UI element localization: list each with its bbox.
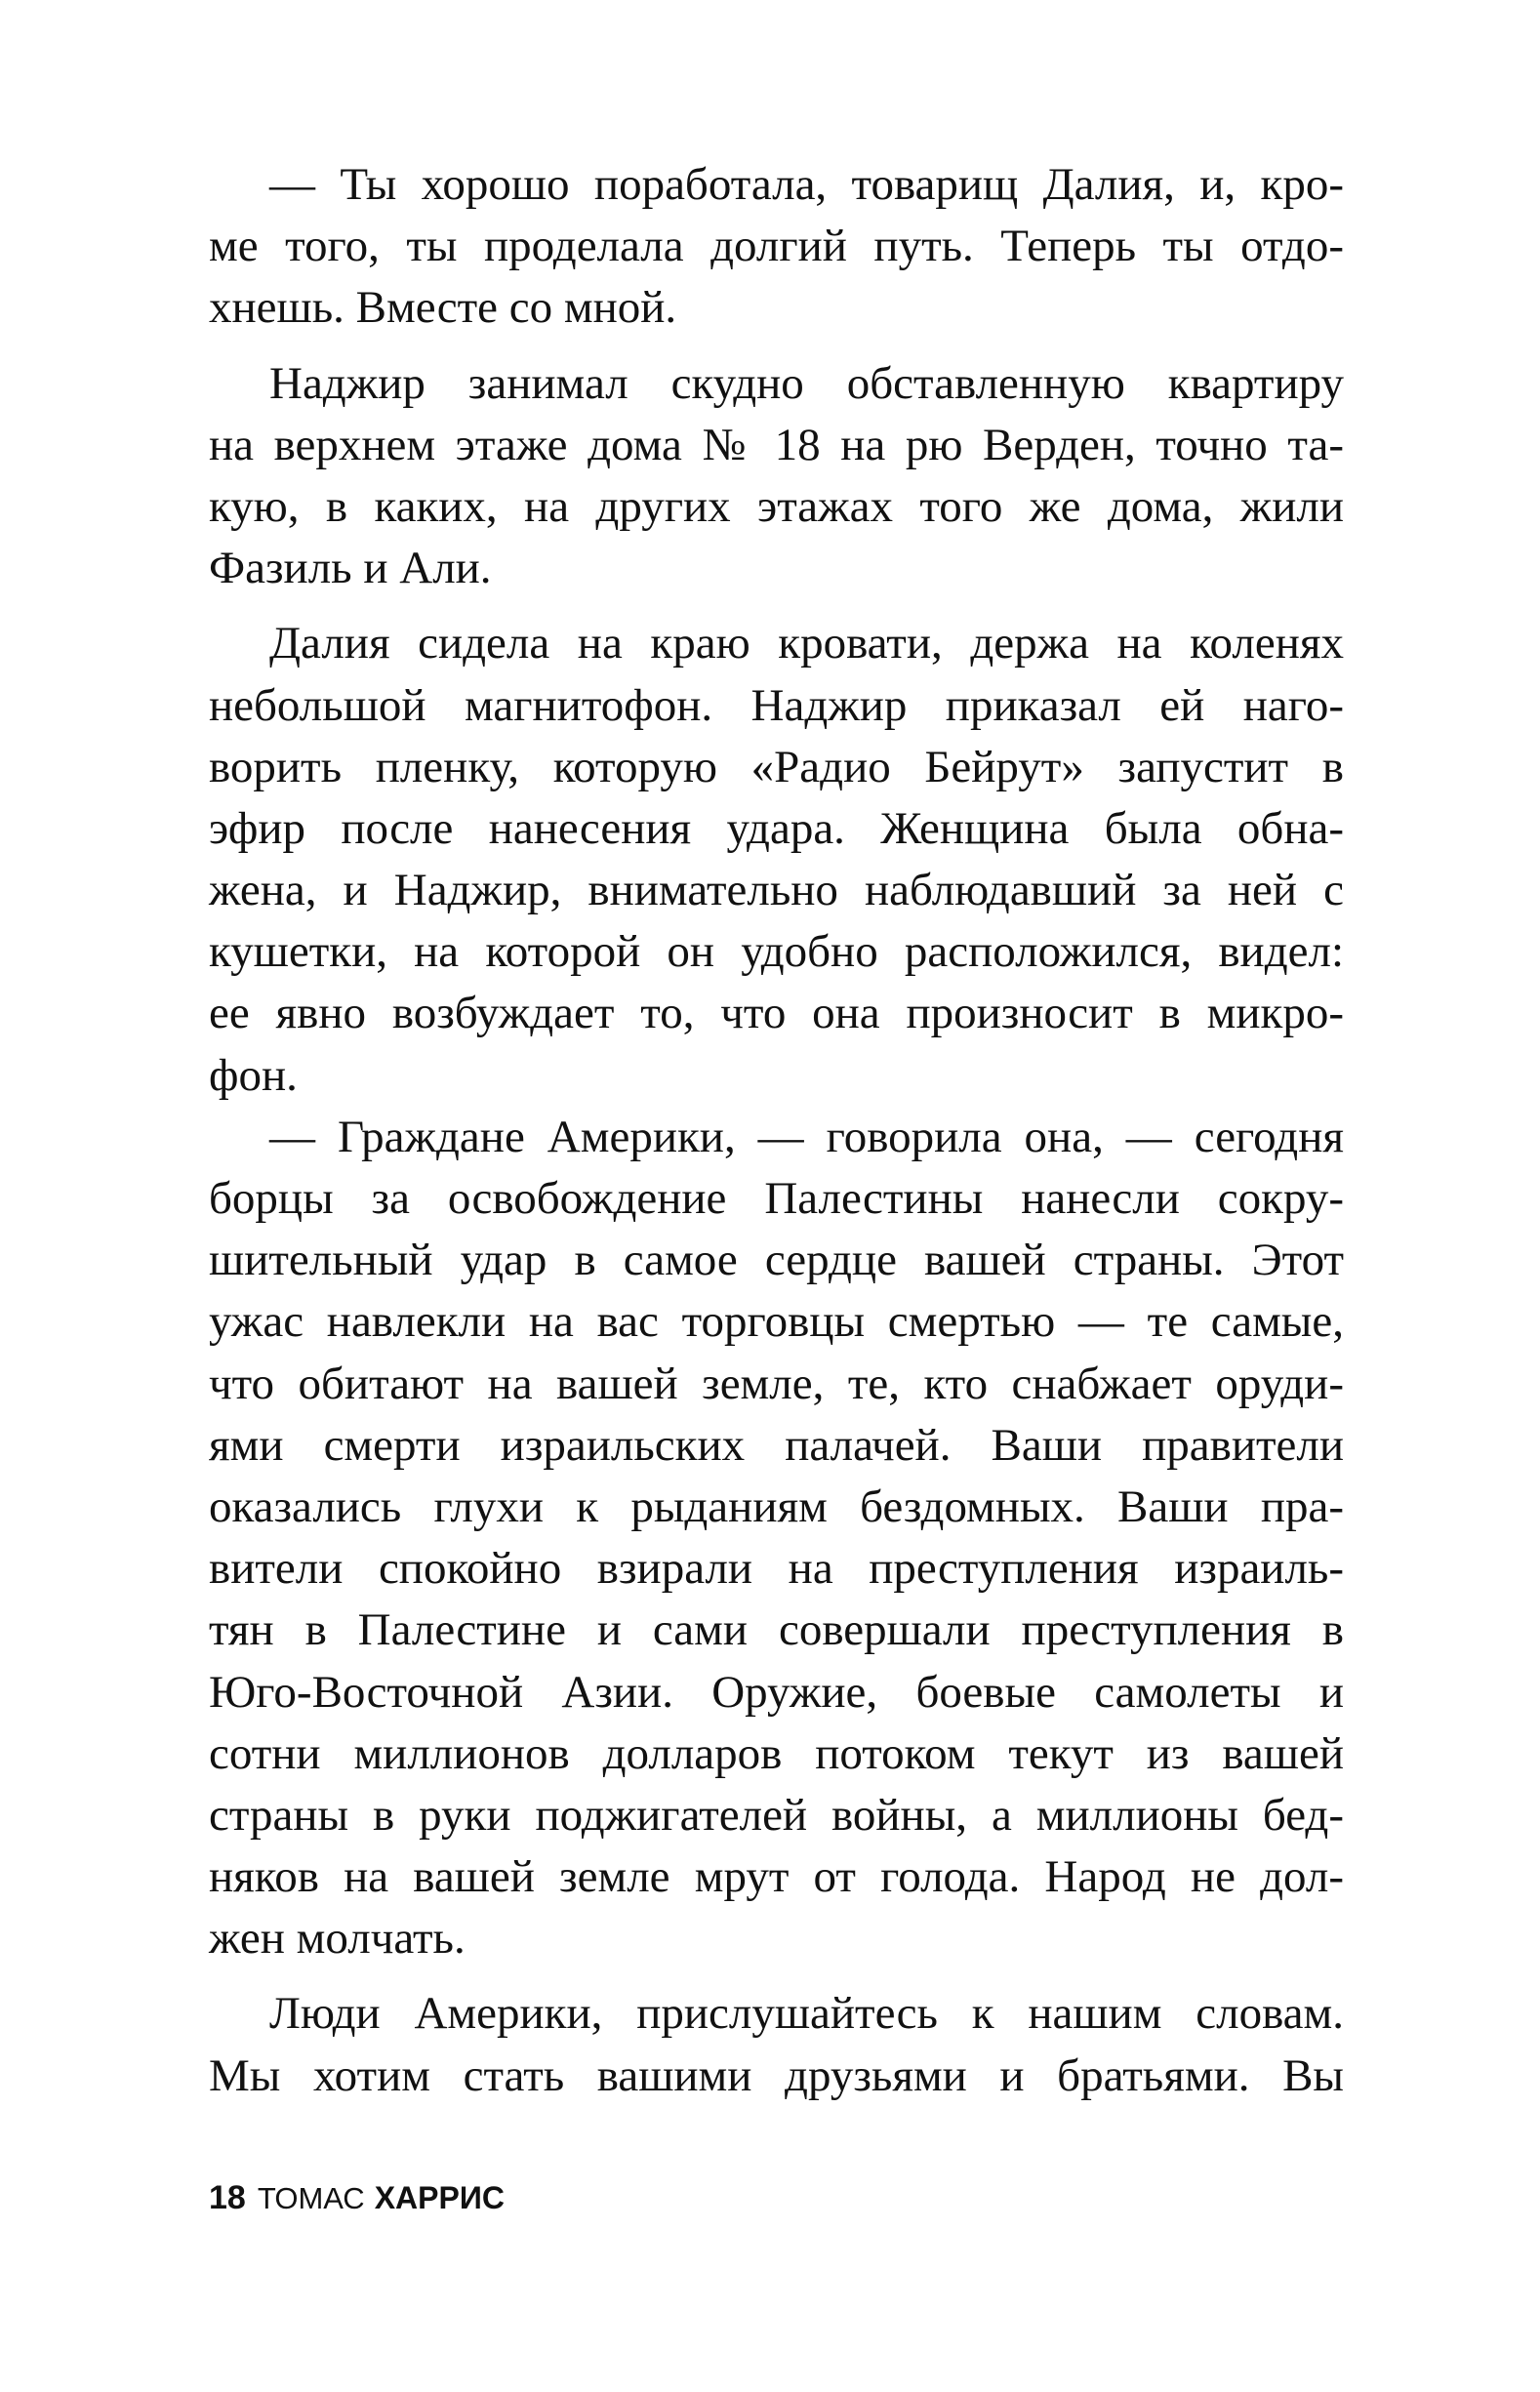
text-line: Мы хотим стать вашими друзьями и братьями. Вы: [209, 2049, 1344, 2101]
paragraph: [209, 1107, 1344, 1970]
body-text: [209, 154, 1344, 2107]
author-first-name: ТОМАС: [257, 2181, 365, 2215]
text-line: ме того, ты проделала долгий путь. Теперь ты отдо-: [209, 221, 1344, 272]
text-line: ужас навлекли на вас торговцы смертью — те самые,: [209, 1296, 1344, 1348]
text-line: небольшой магнитофон. Наджир приказал ей наго-: [209, 679, 1344, 731]
author-last-name: ХАРРИС: [374, 2180, 505, 2215]
text-line: Люди Америки, прислушайтесь к нашим словам.: [269, 1988, 1344, 2040]
paragraph: [209, 1983, 1344, 2106]
text-line: — Ты хорошо поработала, товарищ Далия, и, кро-: [269, 159, 1344, 210]
text-line: няков на вашей земле мрут от голода. Народ не дол-: [209, 1851, 1344, 1903]
text-line: жена, и Наджир, внимательно наблюдавший за ней с: [209, 865, 1344, 916]
text-line: Юго-Восточной Азии. Оружие, боевые самолеты и: [209, 1666, 1344, 1718]
page-footer: [209, 2178, 505, 2224]
text-line: ворить пленку, которую «Радио Бейрут» запустит в: [209, 741, 1344, 792]
text-line: тян в Палестине и сами совершали преступления в: [209, 1604, 1344, 1656]
paragraph: [209, 353, 1344, 600]
text-line: Наджир занимал скудно обставленную квартиру: [269, 357, 1344, 409]
text-line: — Граждане Америки, — говорила она, — сегодня: [269, 1111, 1344, 1162]
text-line: что обитают на вашей земле, те, кто снабжает оруди-: [209, 1358, 1344, 1409]
text-line: шительный удар в самое сердце вашей страны. Этот: [209, 1235, 1344, 1286]
text-line: Далия сидела на краю кровати, держа на коленях: [269, 618, 1344, 669]
paragraph: [209, 154, 1344, 340]
text-line: борцы за освобождение Палестины нанесли сокру-: [209, 1173, 1344, 1224]
text-line: ее явно возбуждает то, что она произносит в микро-: [209, 988, 1344, 1039]
text-line: кую, в каких, на других этажах того же дома, жили: [209, 480, 1344, 532]
text-line: оказались глухи к рыданиям бездомных. Ваши пра-: [209, 1480, 1344, 1532]
text-line: эфир после нанесения удара. Женщина была обна-: [209, 802, 1344, 854]
text-line: на верхнем этаже дома № 18 на рю Верден, точно та-: [209, 419, 1344, 470]
text-line: кушетки, на которой он удобно расположился, видел:: [209, 926, 1344, 978]
text-line: фон.: [209, 1049, 298, 1101]
text-line: Фазиль и Али.: [209, 543, 492, 594]
text-line: хнешь. Вместе со мной.: [209, 282, 677, 334]
text-line: жен молчать.: [209, 1913, 466, 1965]
text-line: ями смерти израильских палачей. Ваши правители: [209, 1419, 1344, 1471]
page-number: 18: [209, 2179, 246, 2216]
text-line: вители спокойно взирали на преступления израиль-: [209, 1543, 1344, 1595]
text-line: сотни миллионов долларов потоком текут из вашей: [209, 1727, 1344, 1779]
paragraph: [209, 613, 1344, 1107]
text-line: страны в руки поджигателей войны, а миллионы бед-: [209, 1789, 1344, 1841]
